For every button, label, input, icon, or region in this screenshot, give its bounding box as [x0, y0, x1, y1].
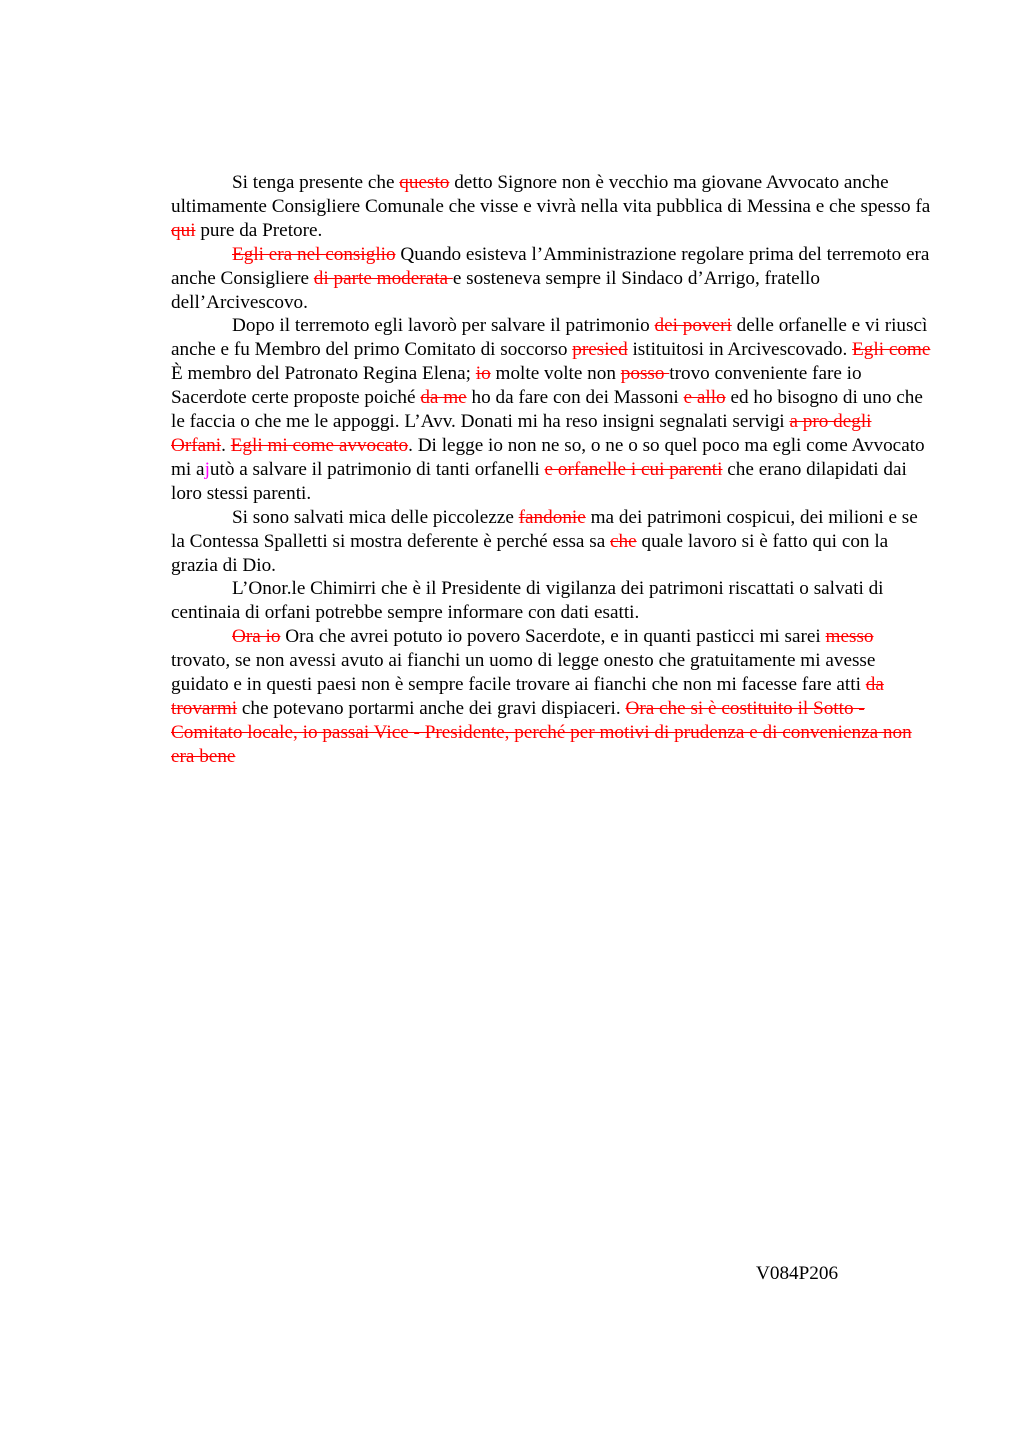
- body-text: detto Signore non è vecchio ma giovane Avvocato anche ultimamente Consigliere Comunale che visse e vivrà nella vita pubblica di Messina e che spesso fa: [171, 172, 931, 217]
- paragraph: [171, 577, 931, 625]
- paragraph: [171, 314, 931, 505]
- deleted-text: a pro degli Orfani: [171, 411, 872, 456]
- deleted-text: dei poveri: [654, 315, 732, 337]
- body-text: ed ho bisogno di uno che le faccia o che me le appoggi. L’Avv. Donati mi ha reso insigni segnalati servigi: [171, 387, 923, 433]
- body-text: e sosteneva sempre il Sindaco d’Arrigo, fratello dell’Arcivescovo.: [171, 267, 820, 313]
- deleted-text: messo: [825, 626, 874, 648]
- page-code: V084P206: [756, 1263, 839, 1284]
- deleted-text: qui: [171, 219, 196, 241]
- paragraph: [171, 506, 931, 578]
- body-text: trovo conveniente fare io Sacerdote certe proposte poiché: [171, 363, 862, 409]
- body-text: . Di legge io non ne so, o ne o so quel poco ma egli come Avvocato mi a: [171, 434, 925, 480]
- paragraph: [171, 243, 931, 315]
- deleted-text: e allo: [683, 387, 726, 409]
- paragraph: [171, 625, 931, 768]
- deleted-text: Egli era nel consiglio: [232, 243, 396, 265]
- deleted-text: posso: [620, 363, 670, 385]
- body-text: quale lavoro si è fatto qui con la grazia di Dio.: [171, 530, 889, 576]
- body-text: che erano dilapidati dai loro stessi parenti.: [171, 458, 907, 504]
- deleted-text: Ora io: [232, 626, 281, 648]
- body-text: Ora che avrei potuto io povero Sacerdote, e in quanti pasticci mi sarei: [280, 626, 826, 648]
- deleted-text: e orfanelle i cui parenti: [544, 458, 723, 480]
- body-text: Dopo il terremoto egli lavorò per salvare il patrimonio: [232, 315, 655, 337]
- deleted-text: che: [610, 530, 637, 552]
- body-text: Si tenga presente che: [232, 172, 400, 193]
- deleted-text: questo: [399, 172, 450, 193]
- body-text: trovato, se non avessi avuto ai fianchi un uomo di legge onesto che gratuitamente mi avesse guidato e in questi paesi non è sempre facile trovare ai fianchi che non mi facesse fare atti: [171, 650, 876, 696]
- body-text: Si sono salvati mica delle piccolezze: [232, 506, 519, 528]
- inserted-text: j: [204, 458, 210, 480]
- body-text: ho da fare con dei Massoni: [466, 387, 684, 409]
- deleted-text: da me: [420, 387, 467, 409]
- deleted-text: da trovarmi: [171, 674, 884, 719]
- body-text: ma dei patrimoni cospicui, dei milioni e se la Contessa Spalletti si mostra deferente è perché essa sa: [171, 506, 918, 552]
- body-text: istituitosi in Arcivescovado.: [627, 339, 853, 361]
- deleted-text: di parte moderata: [313, 267, 453, 289]
- deleted-text: presied: [572, 339, 628, 361]
- body-text: utò a salvare il patrimonio di tanti orfanelli: [209, 458, 545, 480]
- deleted-text: fandonie: [518, 506, 586, 528]
- deleted-text: Egli mi come avvocato: [230, 434, 409, 456]
- letter-body: [171, 171, 931, 769]
- body-text: che potevano portarmi anche dei gravi dispiaceri.: [237, 697, 626, 719]
- body-text: delle orfanelle e vi riuscì anche e fu Membro del primo Comitato di soccorso: [171, 315, 928, 361]
- body-text: molte volte non: [490, 363, 621, 385]
- deleted-text: Ora che si è costituito il Sotto - Comitato locale, io passai Vice - Presidente, perché per motivi di prudenza e di convenienza non era bene: [171, 697, 912, 767]
- body-text: pure da Pretore.: [195, 219, 323, 241]
- deleted-text: io: [475, 363, 491, 385]
- paragraph: [171, 171, 931, 243]
- body-text: Quando esisteva l’Amministrazione regolare prima del terremoto era anche Consigliere: [171, 243, 930, 289]
- body-text: .: [221, 434, 231, 456]
- body-text: L’Onor.le Chimirri che è il Presidente di vigilanza dei patrimoni riscattati o salvati di centinaia di orfani potrebbe sempre informare con dati esatti.: [171, 578, 884, 624]
- deleted-text: Egli come: [852, 339, 931, 361]
- body-text: È membro del Patronato Regina Elena;: [171, 363, 476, 385]
